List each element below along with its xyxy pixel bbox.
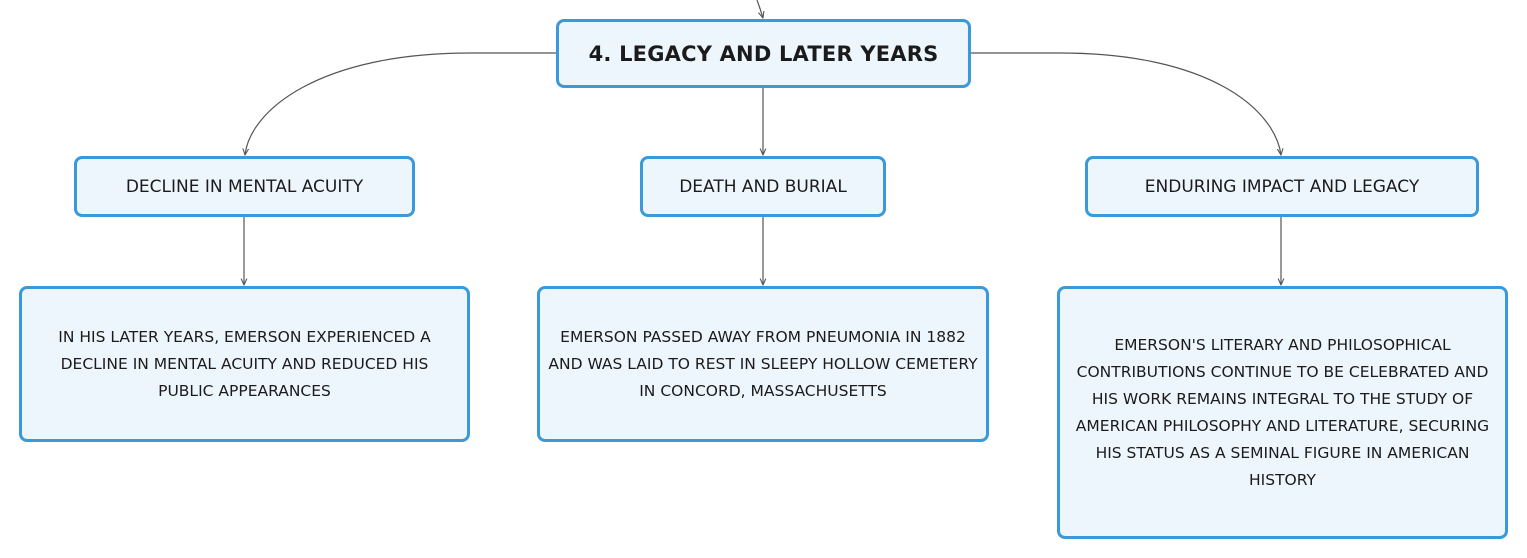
connector-root-topic-3 bbox=[971, 53, 1281, 155]
detail-node-death[interactable] bbox=[537, 286, 989, 442]
root-label: 4. LEGACY AND LATER YEARS bbox=[588, 41, 939, 66]
topic-label: DECLINE IN MENTAL ACUITY bbox=[125, 176, 364, 197]
connector-root-topic-1 bbox=[245, 53, 556, 155]
topic-node-legacy[interactable] bbox=[1085, 156, 1479, 217]
topic-label: DEATH AND BURIAL bbox=[679, 176, 847, 197]
detail-text: EMERSON'S LITERARY AND PHILOSOPHICAL CONTRIBUTIONS CONTINUE TO BE CELEBRATED AND HIS WORK REMAINS INTEGRAL TO THE STUDY OF AMERICAN PHILOSOPHY AND LITERATURE, SECURING HIS STATUS AS A SEMINAL FIGURE IN AMERICAN HISTORY bbox=[1075, 335, 1490, 489]
topic-node-decline[interactable] bbox=[74, 156, 415, 217]
topic-node-death[interactable] bbox=[640, 156, 886, 217]
root-node[interactable] bbox=[556, 19, 971, 88]
parent-connector bbox=[757, 0, 763, 18]
topic-label: ENDURING IMPACT AND LEGACY bbox=[1144, 176, 1420, 197]
detail-text: IN HIS LATER YEARS, EMERSON EXPERIENCED A DECLINE IN MENTAL ACUITY AND REDUCED HIS PUBLIC APPEARANCES bbox=[58, 327, 431, 400]
detail-node-decline[interactable] bbox=[19, 286, 470, 442]
detail-node-legacy[interactable] bbox=[1057, 286, 1508, 539]
detail-text: EMERSON PASSED AWAY FROM PNEUMONIA IN 1882 AND WAS LAID TO REST IN SLEEPY HOLLOW CEMETERY IN CONCORD, MASSACHUSETTS bbox=[548, 327, 978, 400]
